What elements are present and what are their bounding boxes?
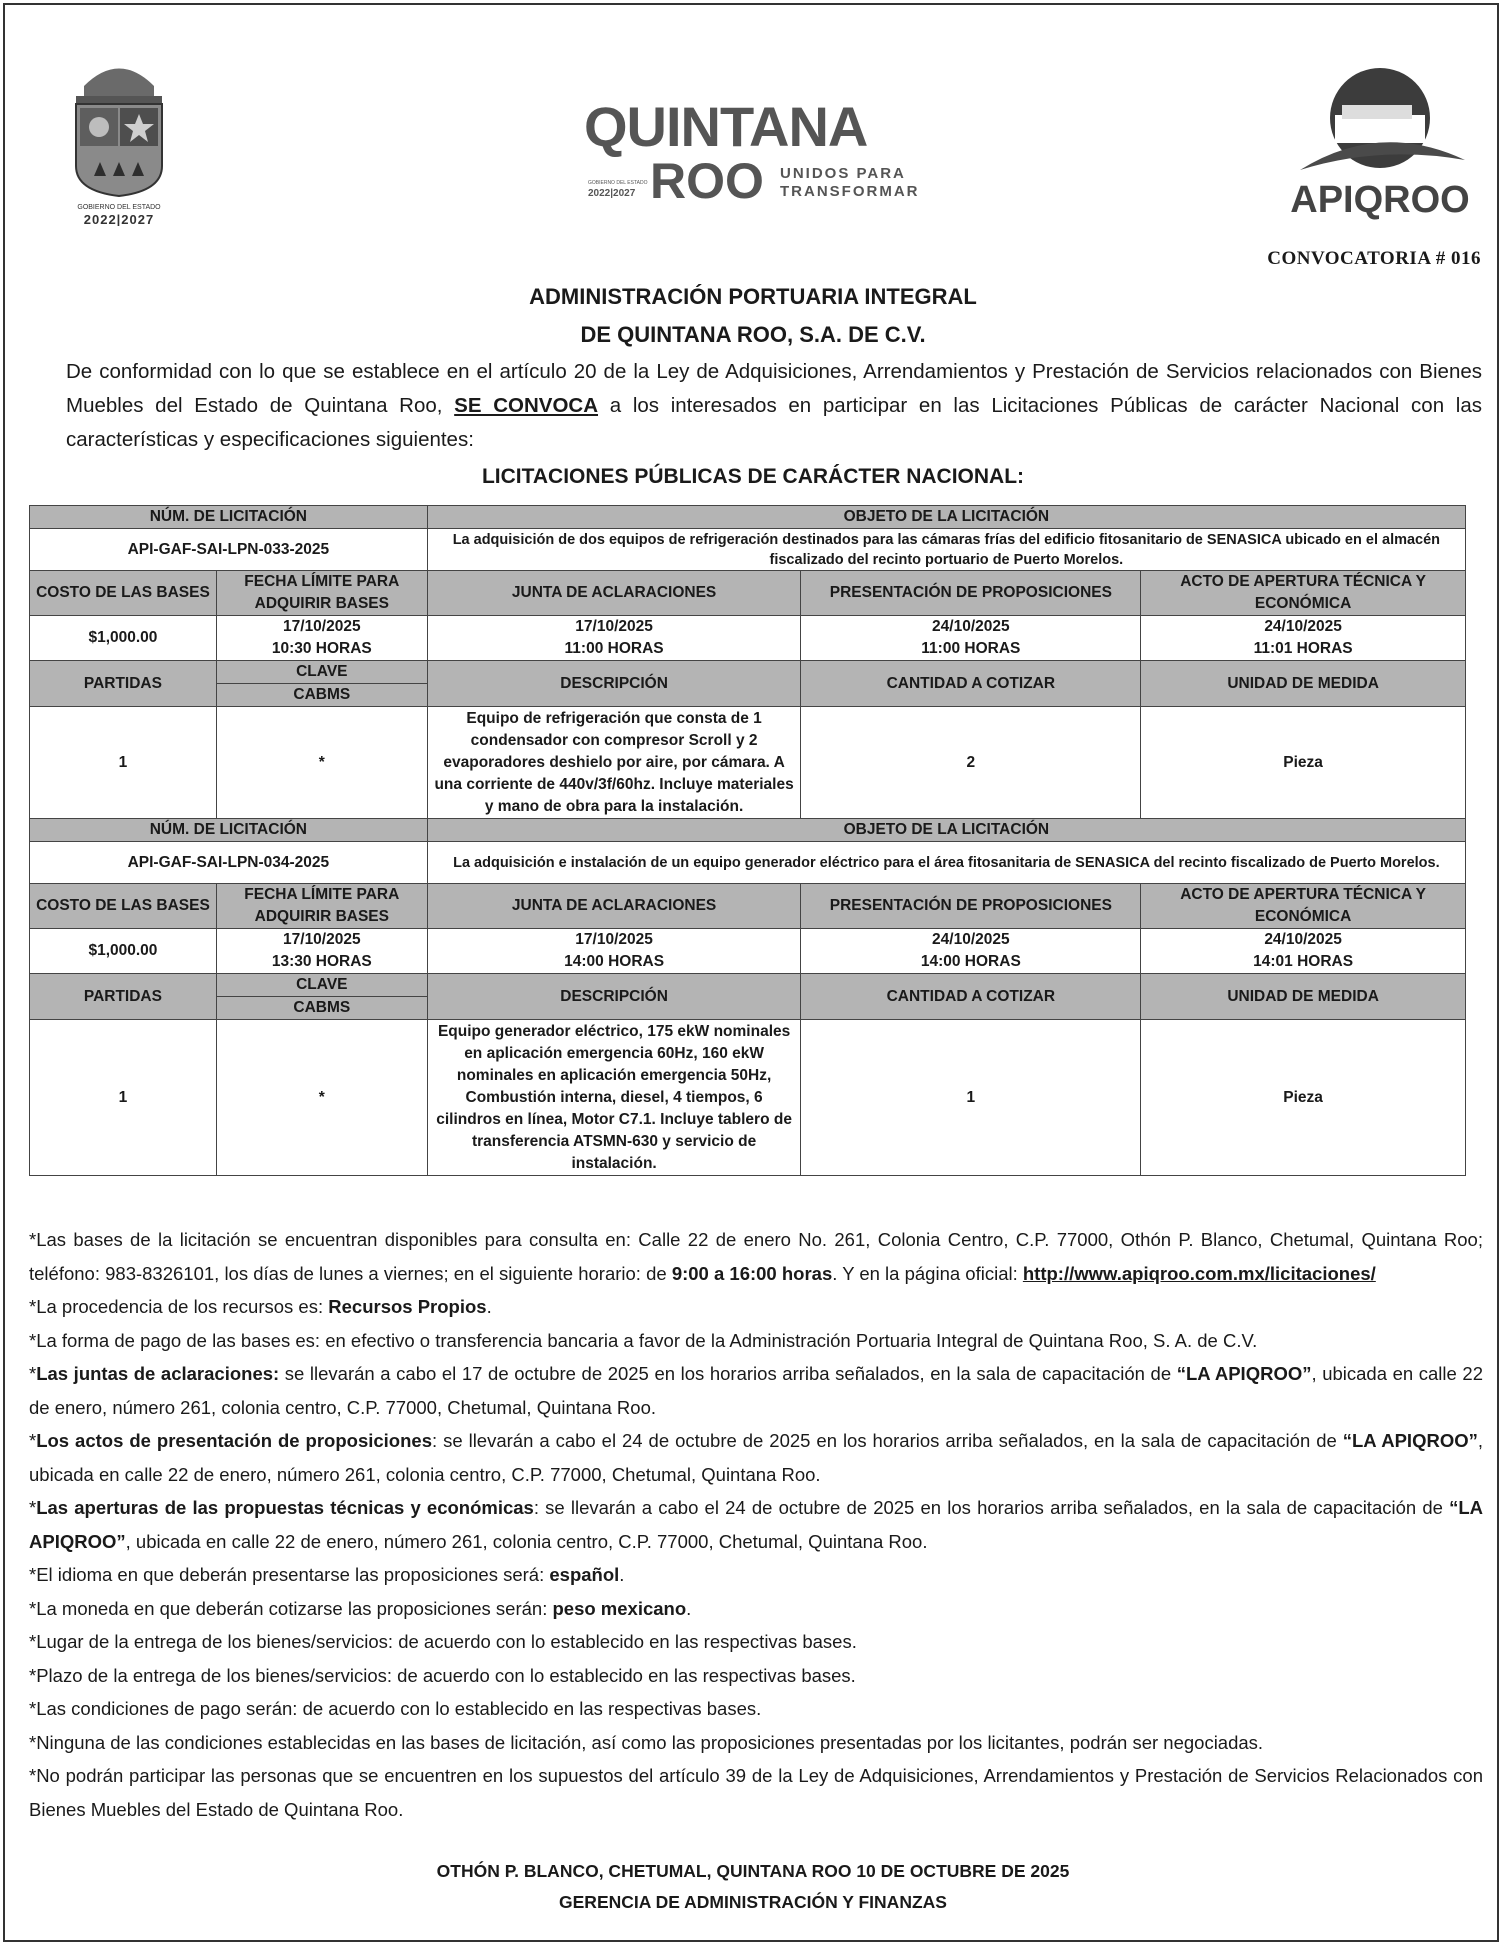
header-presentacion: PRESENTACIÓN DE PROPOSICIONES: [801, 884, 1141, 929]
note-text: , ubicada en calle 22 de enero, número 261, colonia centro, C.P. 77000, Chetumal, Quintana Roo.: [125, 1530, 928, 1552]
note-text: *Las bases de la licitación se encuentran disponibles para consulta en: Calle 22 de enero No. 261, Colonia Centro, C.P. 77000, Othón P. Blanco, Chetumal, Quintana Roo; teléfono: 983-8326101, los días de lunes a viernes; en el siguiente horario: de: [29, 1229, 1483, 1284]
note-bold: peso mexicano: [552, 1597, 687, 1619]
header-cantidad: CANTIDAD A COTIZAR: [801, 661, 1141, 707]
junta-fecha: 17/10/2025: [575, 931, 653, 948]
header-fecha-limite: FECHA LÍMITE PARA ADQUIRIR BASES: [216, 571, 427, 616]
note-text: : se llevarán a cabo el 24 de octubre de 2025 en los horarios arriba señalados, en la sala de capacitación de: [431, 1430, 1343, 1451]
costo-bases: $1,000.00: [30, 929, 217, 974]
note-text: *: [29, 1363, 37, 1384]
note-juntas: [29, 1357, 1483, 1424]
note-bold: Las juntas de aclaraciones:: [36, 1363, 280, 1384]
header-unidad: UNIDAD DE MEDIDA: [1141, 661, 1466, 707]
table-row: [30, 661, 1466, 684]
logo-small-years: 2022|2027: [588, 188, 636, 199]
intro-paragraph: [66, 355, 1482, 457]
header-cantidad: CANTIDAD A COTIZAR: [801, 974, 1141, 1020]
cantidad: 1: [801, 1020, 1141, 1176]
cantidad: 2: [801, 707, 1141, 819]
logo-roo-text: ROO: [650, 153, 764, 206]
state-logo-years: 2022|2027: [83, 212, 155, 226]
licitacion-objeto: La adquisición de dos equipos de refrigeración destinados para las cámaras frías del edificio fitosanitario de SENASICA ubicado en el almacén fiscalizado del recinto portuario de Puerto Morelos.: [427, 529, 1465, 571]
note-restricciones: *No podrán participar las personas que se encuentren en los supuestos del artículo 39 de la Ley de Adquisiciones, Arrendamientos y Prestación de Servicios Relacionados con Bienes Muebles del Estado de Quintana Roo.: [29, 1765, 1483, 1820]
note-text: *: [29, 1497, 37, 1518]
fecha-limite-cell: [216, 929, 427, 974]
junta-cell: [427, 616, 801, 661]
note-bold: “LA APIQROO”: [1342, 1430, 1478, 1451]
presentacion-hora: 11:00 HORAS: [921, 640, 1021, 657]
note-bold: español: [549, 1564, 620, 1585]
apertura-hora: 14:01 HORAS: [1253, 953, 1354, 970]
unidad-medida: Pieza: [1141, 1020, 1466, 1176]
intro-text-part2: a los interesados en participar en las Licitaciones Públicas de carácter Nacional con las características y especificaciones siguientes:: [66, 394, 1482, 451]
note-text: *La procedencia de los recursos es:: [29, 1296, 329, 1317]
header-clave: CLAVE: [216, 974, 427, 997]
logo-slogan-line1: UNIDOS PARA: [780, 165, 906, 182]
footer-department: GERENCIA DE ADMINISTRACIÓN Y FINANZAS: [559, 1892, 947, 1912]
note-recursos: [29, 1290, 1483, 1324]
licitacion-number: API-GAF-SAI-LPN-033-2025: [30, 529, 428, 571]
table-row: [30, 506, 1466, 529]
junta-hora: 14:00 HORAS: [564, 953, 665, 970]
header-descripcion: DESCRIPCIÓN: [427, 974, 801, 1020]
note-bold: 9:00 a 16:00 horas: [671, 1262, 833, 1284]
fecha-limite-hora: 10:30 HORAS: [271, 640, 372, 657]
header-cabms: CABMS: [216, 684, 427, 707]
note-presentacion: [29, 1424, 1483, 1491]
apiqroo-logo: [1280, 60, 1480, 220]
header-apertura: ACTO DE APERTURA TÉCNICA Y ECONÓMICA: [1141, 571, 1466, 616]
header-clave: CLAVE: [216, 661, 427, 684]
header-objeto: OBJETO DE LA LICITACIÓN: [427, 506, 1465, 529]
state-logo-caption: GOBIERNO DEL ESTADO: [77, 204, 161, 211]
note-text: se llevarán a cabo el 17 de octubre de 2025 en los horarios arriba señalados, en la sala de capacitación de: [279, 1363, 1177, 1384]
header-partidas: PARTIDAS: [30, 974, 217, 1020]
institution-title-line1: ADMINISTRACIÓN PORTUARIA INTEGRAL: [529, 284, 977, 309]
header-unidad: UNIDAD DE MEDIDA: [1141, 974, 1466, 1020]
table-row: [30, 819, 1466, 842]
header-costo: COSTO DE LAS BASES: [30, 884, 217, 929]
note-bold: Las aperturas de las propuestas técnicas y económicas: [36, 1497, 534, 1518]
licitacion-objeto: La adquisición e instalación de un equipo generador eléctrico para el área fitosanitaria de SENASICA del recinto fiscalizado de Puerto Morelos.: [427, 842, 1465, 884]
note-text: *: [29, 1430, 37, 1451]
apertura-cell: [1141, 929, 1466, 974]
intro-text-part1: De conformidad con lo que se establece en el artículo 20 de la Ley de Adquisiciones, Arrendamientos y Prestación de Servicios relacionados con Bienes Muebles del Estado de Quintana Roo,: [66, 360, 1482, 417]
header-objeto: OBJETO DE LA LICITACIÓN: [427, 819, 1465, 842]
note-aperturas: [29, 1491, 1483, 1558]
table-row: [30, 884, 1466, 929]
apertura-hora: 11:01 HORAS: [1253, 640, 1353, 657]
presentacion-cell: [801, 616, 1141, 661]
licitaciones-link[interactable]: http://www.apiqroo.com.mx/licitaciones/: [1022, 1262, 1376, 1284]
institution-title-line2: DE QUINTANA ROO, S.A. DE C.V.: [580, 322, 926, 347]
logo-slogan-line2: TRANSFORMAR: [780, 183, 920, 200]
licitacion-number: API-GAF-SAI-LPN-034-2025: [30, 842, 428, 884]
apertura-fecha: 24/10/2025: [1264, 931, 1342, 948]
note-text: , ubicada en calle 22 de enero, número 261, colonia centro, C.P. 77000, Chetumal, Quintana Roo.: [29, 1430, 1483, 1485]
note-text: *El idioma en que deberán presentarse las proposiciones será:: [29, 1564, 550, 1585]
note-text: .: [486, 1296, 492, 1317]
descripcion: Equipo generador eléctrico, 175 ekW nominales en aplicación emergencia 60Hz, 160 ekW nominales en aplicación emergencia 50Hz, Combustión interna, diesel, 4 tiempos, 6 cilindros en línea, Motor C7.1. Incluye tablero de transferencia ATSMN-630 y servicio de instalación.: [427, 1020, 801, 1176]
table-row: [30, 842, 1466, 884]
logo-quintana-text: QUINTANA: [584, 96, 868, 158]
table-row: [30, 1020, 1466, 1176]
header-partidas: PARTIDAS: [30, 661, 217, 707]
header-descripcion: DESCRIPCIÓN: [427, 661, 801, 707]
fecha-limite-cell: [216, 616, 427, 661]
fecha-limite-fecha: 17/10/2025: [283, 931, 361, 948]
note-lugar-entrega: *Lugar de la entrega de los bienes/servicios: de acuerdo con lo establecido en las respectivas bases.: [29, 1631, 857, 1652]
note-bold: Recursos Propios: [328, 1296, 487, 1317]
note-text: : se llevarán a cabo el 24 de octubre de 2025 en los horarios arriba señalados, en la sala de capacitación de: [533, 1497, 1450, 1518]
note-negociacion: *Ninguna de las condiciones establecidas en las bases de licitación, así como las proposiciones presentadas por los licitantes, podrán ser negociadas.: [29, 1731, 1264, 1753]
table-row: [30, 616, 1466, 661]
junta-fecha: 17/10/2025: [575, 618, 653, 635]
header-num-licitacion: NÚM. DE LICITACIÓN: [30, 506, 428, 529]
note-text: , ubicada en calle 22 de enero, número 261, colonia centro, C.P. 77000, Chetumal, Quintana Roo.: [29, 1363, 1483, 1418]
apertura-cell: [1141, 616, 1466, 661]
note-bases: [29, 1223, 1483, 1290]
note-condiciones-pago: *Las condiciones de pago serán: de acuerdo con lo establecido en las respectivas bases.: [29, 1698, 762, 1719]
clave-cabms: *: [216, 1020, 427, 1176]
fecha-limite-fecha: 17/10/2025: [283, 618, 361, 635]
header-fecha-limite: FECHA LÍMITE PARA ADQUIRIR BASES: [216, 884, 427, 929]
header-apertura: ACTO DE APERTURA TÉCNICA Y ECONÓMICA: [1141, 884, 1466, 929]
note-text: .: [619, 1564, 625, 1585]
presentacion-hora: 14:00 HORAS: [920, 953, 1021, 970]
note-bold: “LA APIQROO”: [29, 1497, 1483, 1552]
note-text: .: [686, 1597, 692, 1619]
state-coat-of-arms-logo: [64, 56, 174, 226]
header-junta: JUNTA DE ACLARACIONES: [427, 571, 801, 616]
partida-number: 1: [30, 707, 217, 819]
header-num-licitacion: NÚM. DE LICITACIÓN: [30, 819, 428, 842]
note-text: *La moneda en que deberán cotizarse las proposiciones serán:: [29, 1597, 553, 1619]
partida-number: 1: [30, 1020, 217, 1176]
costo-bases: $1,000.00: [30, 616, 217, 661]
note-bold: “LA APIQROO”: [1176, 1363, 1312, 1384]
intro-emphasis: SE CONVOCA: [454, 394, 599, 417]
notes-section: [29, 1223, 1483, 1826]
header-junta: JUNTA DE ACLARACIONES: [427, 884, 801, 929]
table-row: [30, 707, 1466, 819]
note-idioma: [29, 1558, 1483, 1592]
table-row: [30, 529, 1466, 571]
quintana-roo-logo: [580, 96, 930, 206]
junta-hora: 11:00 HORAS: [564, 640, 664, 657]
header-presentacion: PRESENTACIÓN DE PROPOSICIONES: [801, 571, 1141, 616]
header-cabms: CABMS: [216, 997, 427, 1020]
presentacion-fecha: 24/10/2025: [932, 618, 1010, 635]
junta-cell: [427, 929, 801, 974]
section-subtitle: LICITACIONES PÚBLICAS DE CARÁCTER NACIONAL:: [481, 465, 1025, 488]
table-row: [30, 929, 1466, 974]
note-bold: Los actos de presentación de proposiciones: [36, 1430, 432, 1451]
unidad-medida: Pieza: [1141, 707, 1466, 819]
header-costo: COSTO DE LAS BASES: [30, 571, 217, 616]
presentacion-fecha: 24/10/2025: [932, 931, 1010, 948]
note-moneda: [29, 1592, 1483, 1626]
licitaciones-table: [29, 505, 1466, 1176]
apertura-fecha: 24/10/2025: [1264, 618, 1342, 635]
note-forma-pago: *La forma de pago de las bases es: en efectivo o transferencia bancaria a favor de la Administración Portuaria Integral de Quintana Roo, S. A. de C.V.: [29, 1329, 1258, 1351]
note-text: . Y en la página oficial:: [832, 1262, 1023, 1284]
table-row: [30, 571, 1466, 616]
convocatoria-number: CONVOCATORIA # 016: [1267, 248, 1481, 269]
note-plazo-entrega: *Plazo de la entrega de los bienes/servicios: de acuerdo con lo establecido en las respectivas bases.: [29, 1664, 856, 1686]
footer-place-date: OTHÓN P. BLANCO, CHETUMAL, QUINTANA ROO 10 DE OCTUBRE DE 2025: [436, 1861, 1070, 1881]
logo-small-caption: GOBIERNO DEL ESTADO: [588, 180, 648, 186]
table-row: [30, 974, 1466, 997]
descripcion: Equipo de refrigeración que consta de 1 condensador con compresor Scroll y 2 evaporadores deshielo por aire, por cámara. A una corriente de 440v/3f/60hz. Incluye materiales y mano de obra para la instalación.: [427, 707, 801, 819]
presentacion-cell: [801, 929, 1141, 974]
apiqroo-logo-text: APIQROO: [1290, 179, 1470, 220]
clave-cabms: *: [216, 707, 427, 819]
fecha-limite-hora: 13:30 HORAS: [271, 953, 372, 970]
